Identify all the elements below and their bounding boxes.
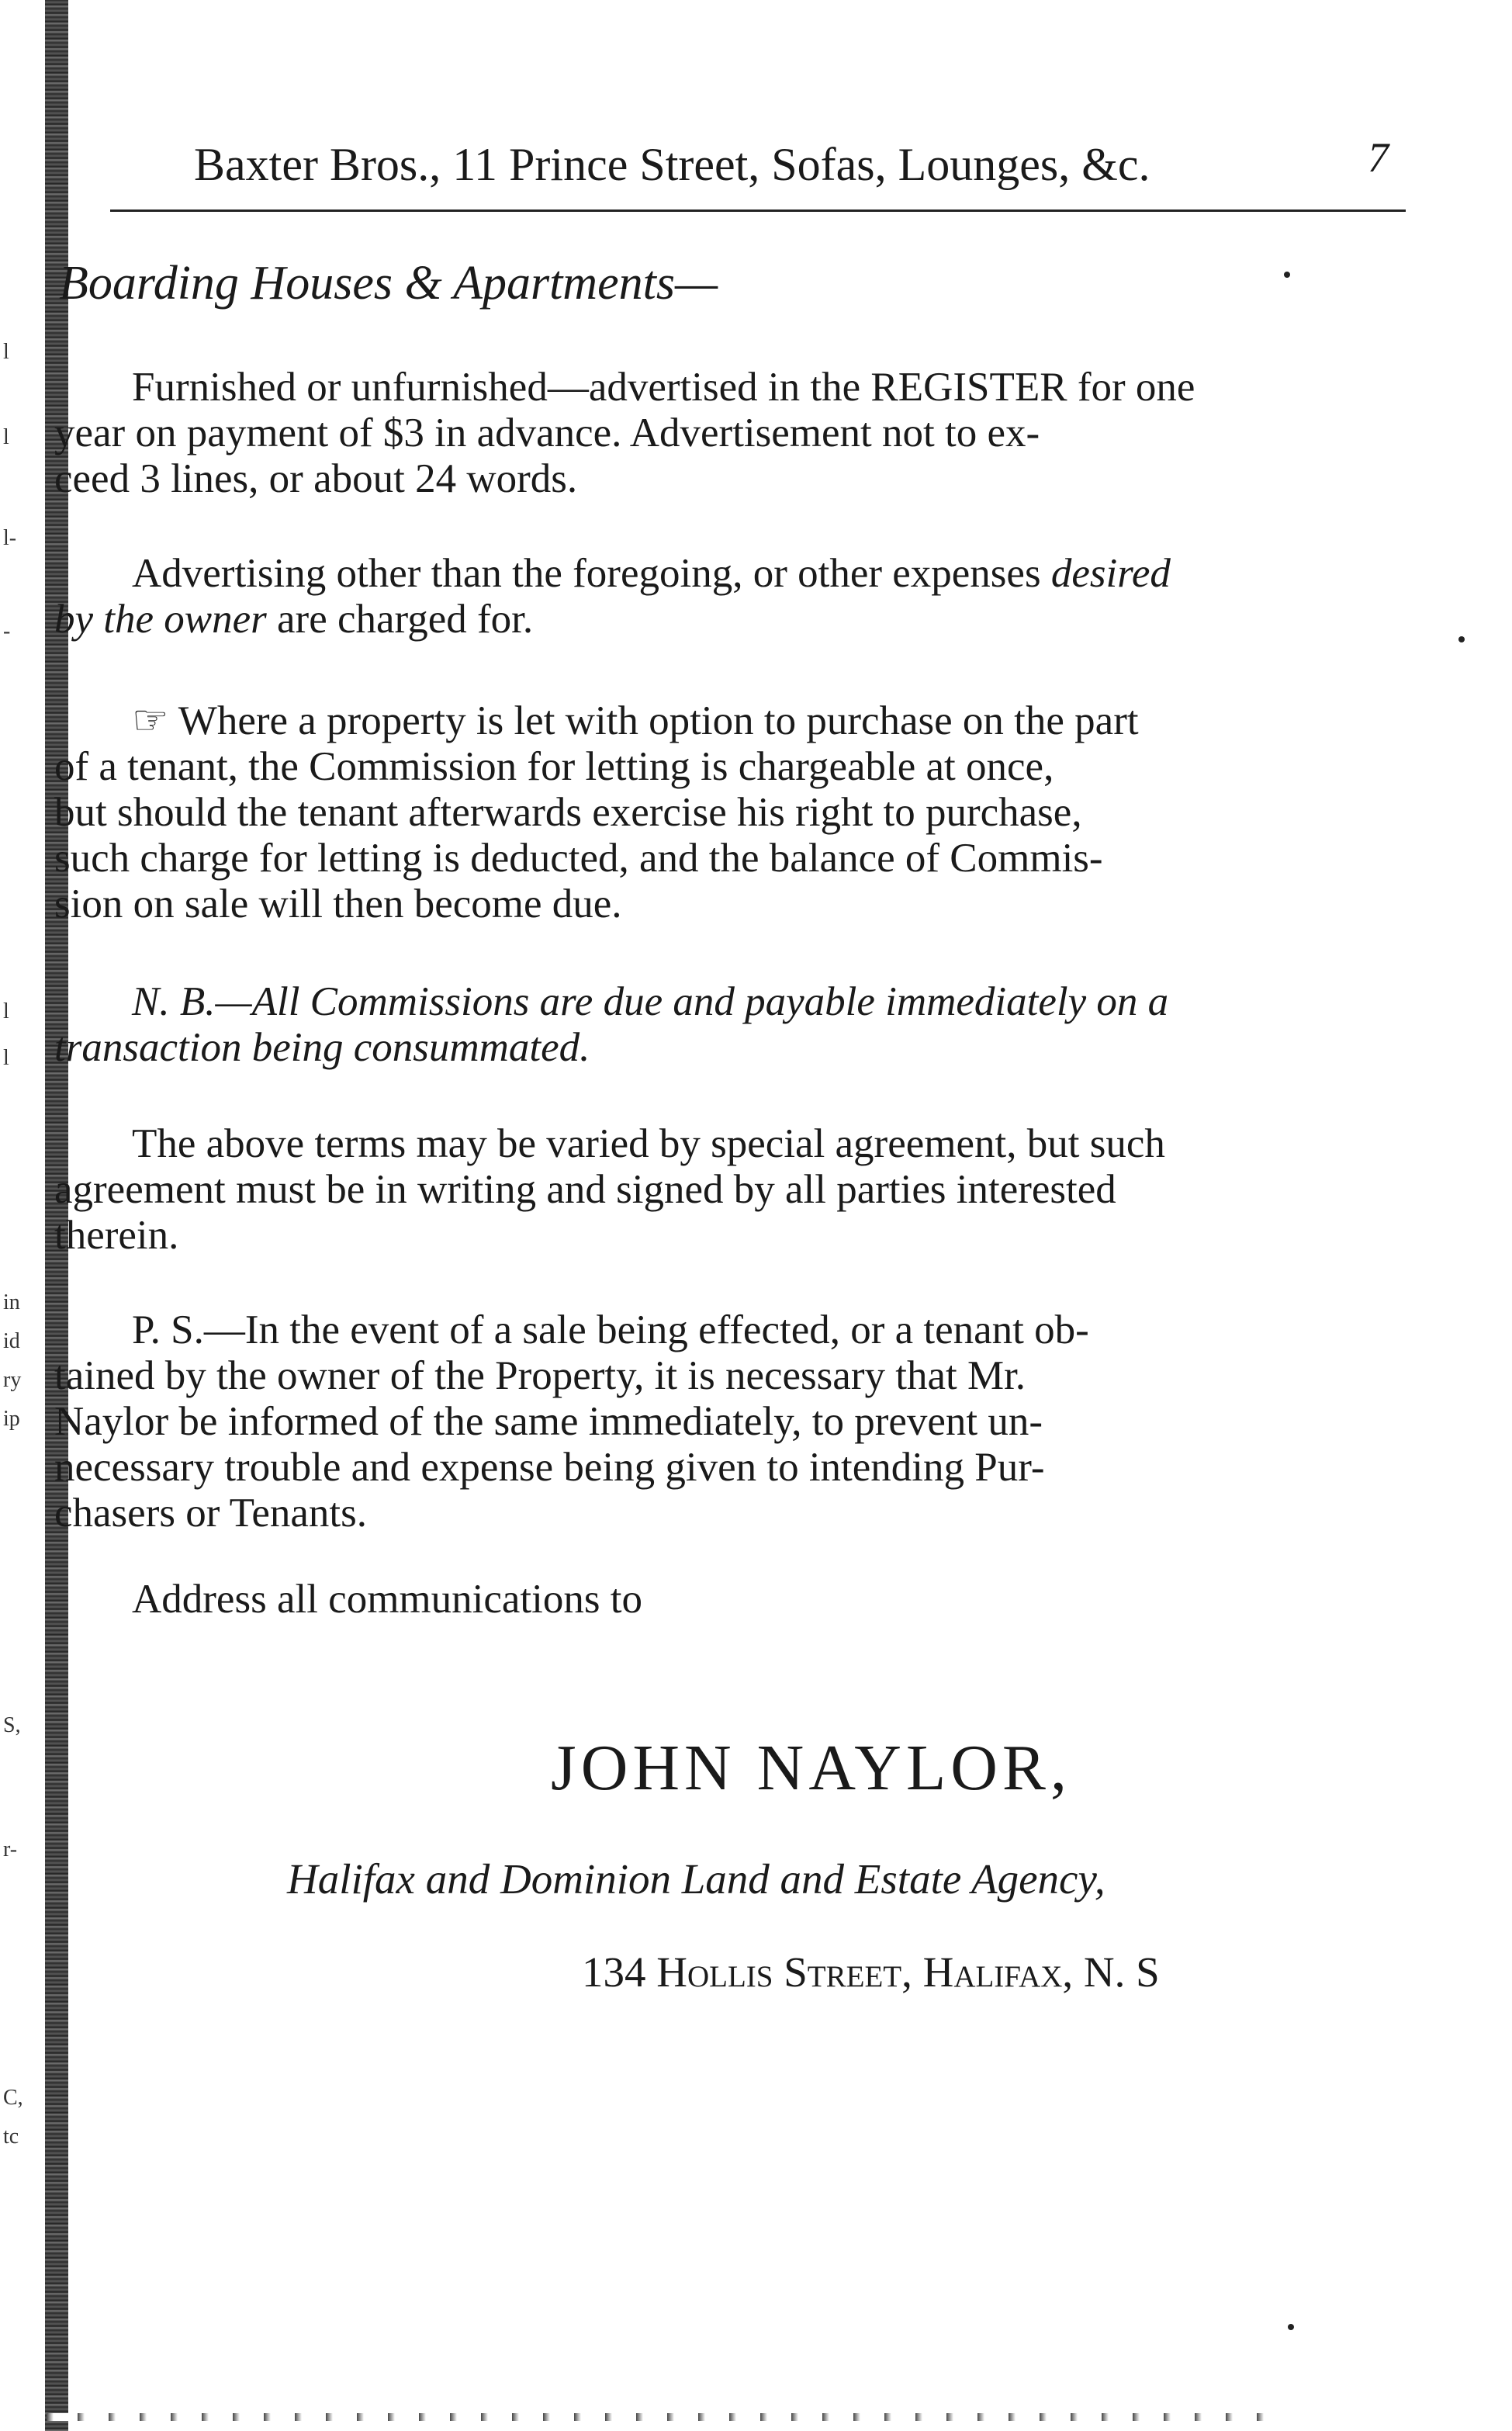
- text-line: of a tenant, the Commission for letting is chargeable at once,: [54, 744, 1054, 789]
- text-line: P. S.—In the event of a sale being effected, or a tenant ob-: [132, 1307, 1089, 1352]
- text-line: [54, 597, 1406, 642]
- text-line: therein.: [54, 1213, 179, 1258]
- text-line: agreement must be in writing and signed by all parties interested: [54, 1167, 1116, 1212]
- margin-fragment: tc: [3, 2125, 19, 2149]
- text-line: [54, 551, 1406, 597]
- margin-fragment: l: [3, 425, 9, 449]
- ink-speck: [1284, 272, 1290, 278]
- running-header: [85, 134, 1389, 192]
- paragraph-advertising: [54, 551, 1406, 642]
- margin-fragment: in: [3, 1290, 20, 1314]
- signature-name: JOHN NAYLOR,: [551, 1732, 1071, 1804]
- text-line: sion on sale will then become due.: [54, 881, 622, 926]
- paragraph-terms: [54, 1121, 1406, 1259]
- paragraph-furnished: [54, 365, 1406, 502]
- margin-fragment: l: [3, 999, 9, 1023]
- text-line: year on payment of $3 in advance. Advertisement not to ex-: [54, 410, 1040, 455]
- paragraph-postscript: [54, 1307, 1406, 1536]
- text-line: Address all communications to: [132, 1577, 642, 1622]
- text-line: The above terms may be varied by special agreement, but such: [132, 1121, 1165, 1166]
- header-rule: [110, 210, 1406, 212]
- margin-fragment: ip: [3, 1407, 20, 1431]
- text-line: chasers or Tenants.: [54, 1491, 367, 1536]
- paragraph-address-line: [54, 1577, 1406, 1622]
- signature-agency: Halifax and Dominion Land and Estate Agency,: [287, 1855, 1105, 1903]
- text-line: such charge for letting is deducted, and the balance of Commis-: [54, 836, 1103, 881]
- header-title: Baxter Bros., 11 Prince Street, Sofas, Lounges, &c.: [194, 139, 1150, 190]
- bottom-scan-edge: [47, 2413, 1288, 2421]
- text-line: tained by the owner of the Property, it is necessary that Mr.: [54, 1353, 1026, 1398]
- page-number: 7: [1368, 134, 1389, 181]
- text-line: necessary trouble and expense being given to intending Pur-: [54, 1445, 1045, 1490]
- paragraph-option-to-purchase: [54, 698, 1406, 927]
- margin-fragment: -: [3, 619, 11, 643]
- text-line: Furnished or unfurnished—advertised in the REGISTER for one: [132, 365, 1195, 410]
- text-line: but should the tenant afterwards exercise his right to purchase,: [54, 790, 1082, 835]
- text-run-italic: by the owner: [54, 597, 267, 642]
- text-line: N. B.—All Commissions are due and payable immediately on a: [132, 979, 1169, 1024]
- text-line: ceed 3 lines, or about 24 words.: [54, 456, 578, 501]
- ink-speck: [1288, 2324, 1294, 2330]
- paragraph-nota-bene: [54, 979, 1406, 1071]
- signature-address: 134 Hollis Street, Halifax, N. S: [582, 1948, 1160, 1996]
- margin-fragment: id: [3, 1329, 20, 1353]
- margin-fragment: S,: [3, 1713, 21, 1737]
- margin-fragment: r-: [3, 1837, 18, 1861]
- text-line: Naylor be informed of the same immediately, to prevent un-: [54, 1399, 1043, 1444]
- text-line: ☞ Where a property is let with option to purchase on the part: [132, 698, 1139, 743]
- margin-fragment: ry: [3, 1368, 22, 1392]
- margin-fragment: C,: [3, 2086, 23, 2110]
- text-run: are charged for.: [266, 597, 534, 642]
- text-line: transaction being consummated.: [54, 1025, 590, 1070]
- ink-speck: [1458, 636, 1465, 642]
- left-margin-fragments: [0, 0, 45, 2431]
- text-run: Advertising other than the foregoing, or other expenses: [132, 551, 1051, 596]
- text-run-italic: desired: [1050, 551, 1171, 596]
- section-heading: Boarding Houses & Apartments—: [59, 257, 718, 310]
- margin-fragment: l: [3, 340, 9, 364]
- margin-fragment: l-: [3, 526, 17, 550]
- margin-fragment: l: [3, 1046, 9, 1070]
